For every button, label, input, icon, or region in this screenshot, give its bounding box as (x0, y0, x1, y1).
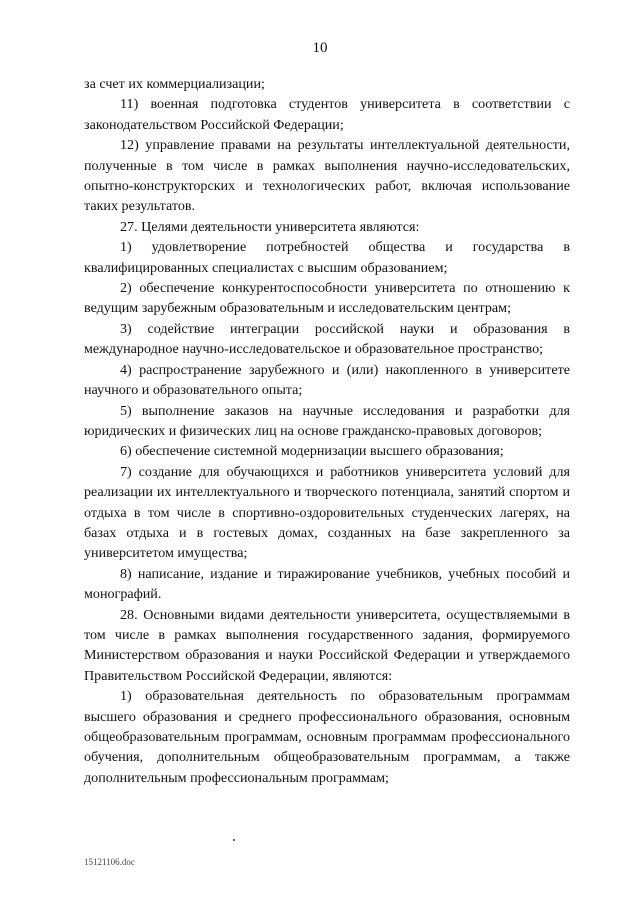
list-item-12: 12) управление правами на результаты интеллектуальной деятельности, полученные в том числе в рамках выполнения научно-исследовательских, опытно-конструкторских и технологических работ, включая использование таких результатов. (84, 137, 570, 215)
section-28-heading: 28. Основными видами деятельности университета, осуществляемыми в том числе в рамках выполнения государственного задания, формируемого Министерством образования и науки Российской Федерации и утверждаемого Правительством Российской Федерации, являются: (84, 606, 570, 684)
goal-item-6: 6) обеспечение системной модернизации высшего образования; (120, 443, 504, 460)
goal-item-4: 4) распространение зарубежного и (или) накопленного в университете научного и образовательного опыта; (84, 361, 570, 399)
goal-item-2: 2) обеспечение конкурентоспособности университета по отношению к ведущим зарубежным образовательным и исследовательским центрам; (84, 280, 570, 317)
document-body (84, 74, 570, 788)
paragraph-continuation: за счет их коммерциализации; (84, 76, 265, 92)
goal-item-3: 3) содействие интеграции российской науки и образования в международное научно-исследовательское и образовательное пространство; (84, 320, 570, 358)
list-item-11: 11) военная подготовка студентов университета в соответствии с законодательством Российской Федерации; (84, 96, 570, 133)
goal-item-8: 8) написание, издание и тиражирование учебников, учебных пособий и монографий. (84, 565, 570, 603)
page-number: 10 (312, 40, 328, 56)
section-27-heading: 27. Целями деятельности университета являются: (120, 218, 420, 235)
footer-filename: 15121106.doc (84, 857, 135, 867)
goal-item-5: 5) выполнение заказов на научные исследования и разработки для юридических и физических лиц на основе гражданско-правовых договоров; (84, 402, 570, 439)
scan-dot (233, 839, 235, 841)
activity-item-1: 1) образовательная деятельность по образовательным программам высшего образования и среднего профессионального образования, основным общеобразовательным программам, основным программам профессионального обучения, дополнительным общеобразовательным программам, а также дополнительным профессиональным программам; (84, 688, 570, 786)
goal-item-7: 7) создание для обучающихся и работников университета условий для реализации их интеллектуального и творческого потенциала, занятий спортом и отдыха в том числе в спортивно-оздоровительных студенческих лагерях, на базах отдыха и в гостевых домах, созданных на базе закрепленного за университетом имущества; (84, 463, 570, 562)
goal-item-1: 1) удовлетворение потребностей общества и государства в квалифицированных специалистах с высшим образованием; (84, 239, 570, 276)
